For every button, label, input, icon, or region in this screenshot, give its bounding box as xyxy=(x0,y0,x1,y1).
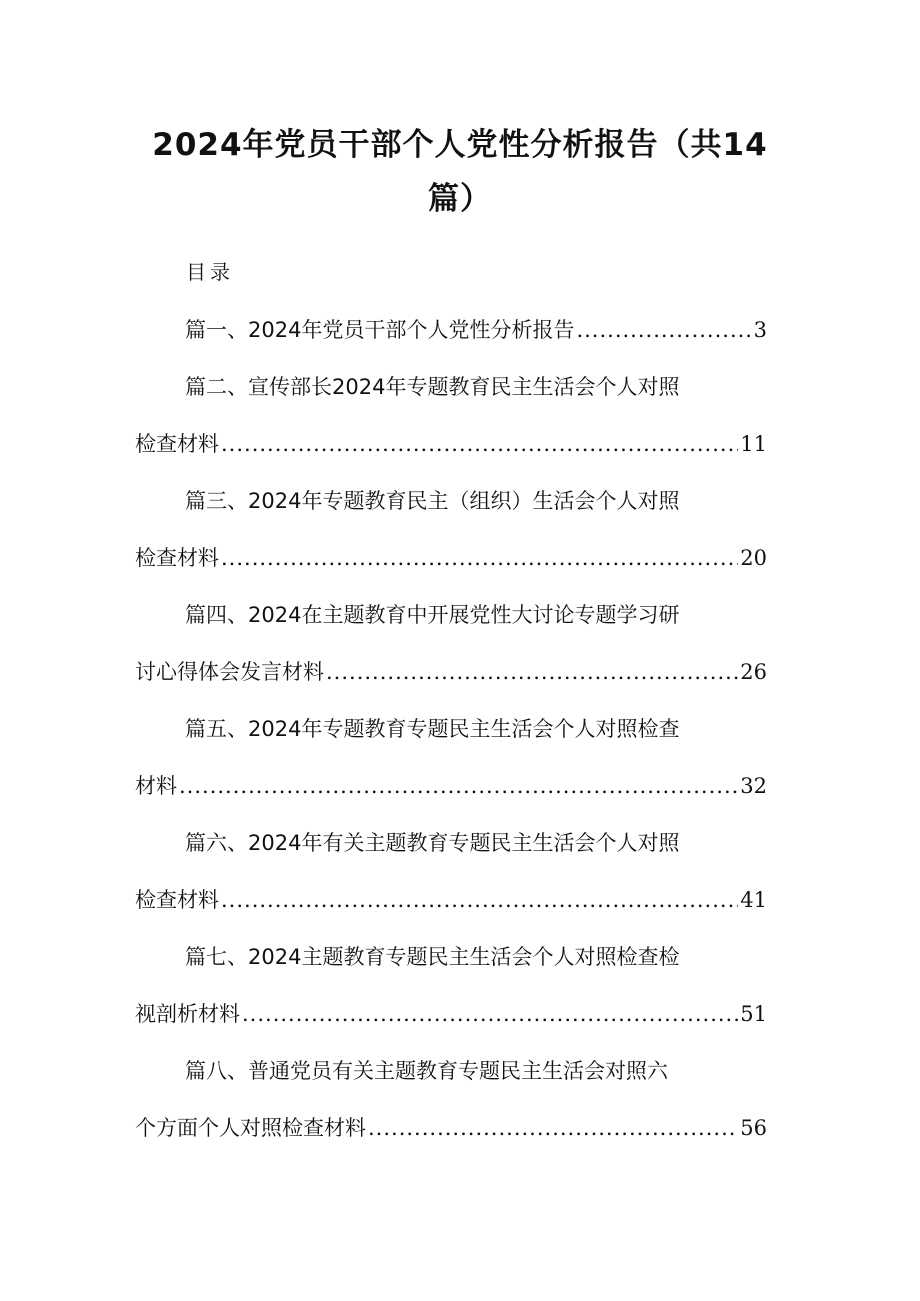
toc-leader-dots xyxy=(221,416,738,473)
toc-entry[interactable] xyxy=(135,1043,767,1157)
toc-entry-title: 篇三、2024年专题教育民主（组织）生活会个人对照 xyxy=(185,489,680,513)
toc-entry[interactable] xyxy=(135,302,767,359)
toc-entry[interactable] xyxy=(135,701,767,815)
document-title xyxy=(130,118,790,226)
toc-entry-title-continued: 讨心得体会发言材料 xyxy=(135,660,324,684)
toc-entry[interactable] xyxy=(135,929,767,1043)
toc-entry[interactable] xyxy=(135,359,767,473)
toc-page-number: 56 xyxy=(740,1116,767,1140)
toc-page-number: 20 xyxy=(740,546,767,570)
toc-entry-title-continued: 检查材料 xyxy=(135,432,219,456)
toc-entry-title-continued: 检查材料 xyxy=(135,546,219,570)
title-line-2: 篇） xyxy=(428,181,492,217)
toc-entry-title: 篇八、普通党员有关主题教育专题民主生活会对照六 xyxy=(185,1059,668,1083)
toc-entry-title: 篇五、2024年专题教育专题民主生活会个人对照检查 xyxy=(185,717,680,741)
toc-entry-title-continued: 视剖析材料 xyxy=(135,1002,240,1026)
toc-leader-dots xyxy=(576,302,751,359)
toc-leader-dots xyxy=(179,758,738,815)
toc-leader-dots xyxy=(242,986,738,1043)
toc-entry[interactable] xyxy=(135,815,767,929)
toc-page-number: 3 xyxy=(753,318,767,342)
toc-page-number: 11 xyxy=(740,432,767,456)
toc-page-number: 32 xyxy=(740,774,767,798)
toc-leader-dots xyxy=(221,872,738,929)
toc-entry-title: 篇二、宣传部长2024年专题教育民主生活会个人对照 xyxy=(185,375,680,399)
toc-entry-title: 篇四、2024在主题教育中开展党性大讨论专题学习研 xyxy=(185,603,680,627)
toc-list xyxy=(135,302,767,1157)
toc-page-number: 41 xyxy=(740,888,767,912)
toc-entry-title: 篇一、2024年党员干部个人党性分析报告 xyxy=(185,318,575,342)
toc-heading: 目录 xyxy=(186,260,234,284)
toc-entry-title-continued: 材料 xyxy=(135,774,177,798)
toc-leader-dots xyxy=(368,1100,738,1157)
toc-entry-title: 篇七、2024主题教育专题民主生活会个人对照检查检 xyxy=(185,945,680,969)
toc-leader-dots xyxy=(326,644,738,701)
toc-leader-dots xyxy=(221,530,738,587)
toc-page-number: 26 xyxy=(740,660,767,684)
title-line-1: 2024年党员干部个人党性分析报告（共14 xyxy=(152,127,768,163)
toc-page-number: 51 xyxy=(740,1002,767,1026)
toc-entry[interactable] xyxy=(135,587,767,701)
toc-entry[interactable] xyxy=(135,473,767,587)
toc-entry-title: 篇六、2024年有关主题教育专题民主生活会个人对照 xyxy=(185,831,680,855)
toc-entry-title-continued: 检查材料 xyxy=(135,888,219,912)
toc-entry-title-continued: 个方面个人对照检查材料 xyxy=(135,1116,366,1140)
